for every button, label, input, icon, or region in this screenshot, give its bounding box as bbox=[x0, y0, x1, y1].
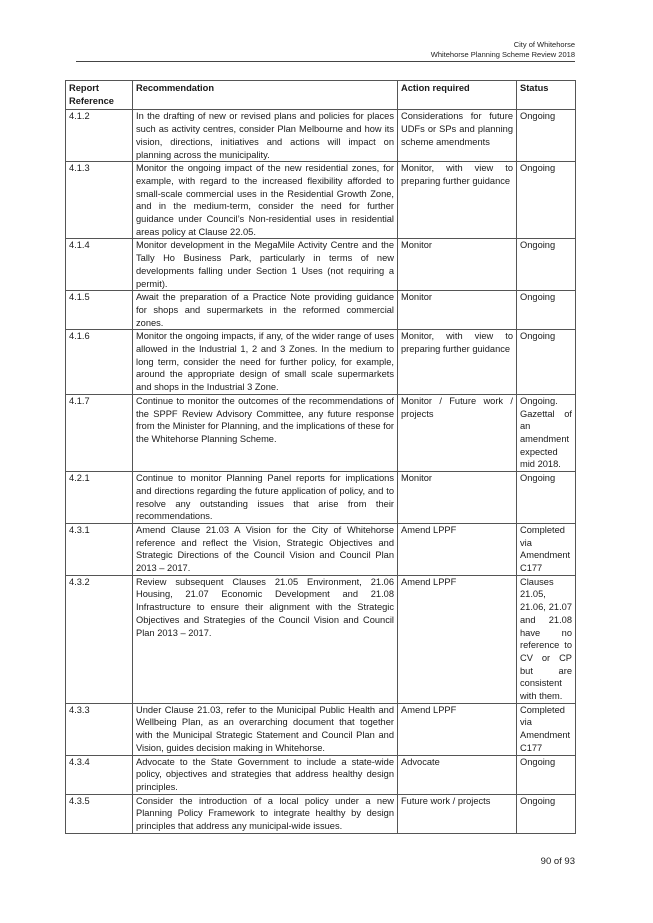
row-action: Monitor bbox=[398, 291, 517, 330]
row-recommendation: Consider the introduction of a local policy under a new Planning Policy Framework to integrate healthy by design principles that address any municipal-wide issues. bbox=[133, 794, 398, 833]
row-recommendation: Await the preparation of a Practice Note providing guidance for shops and supermarkets in the reformed commercial zones. bbox=[133, 291, 398, 330]
table-row bbox=[66, 110, 576, 162]
row-action: Considerations for future UDFs or SPs and planning scheme amendments bbox=[398, 110, 517, 162]
row-action: Advocate bbox=[398, 755, 517, 794]
row-action: Monitor bbox=[398, 239, 517, 291]
row-recommendation: Advocate to the State Government to include a state-wide policy, objectives and strategies that address healthy design principles. bbox=[133, 755, 398, 794]
row-status: Ongoing bbox=[517, 291, 576, 330]
page-header bbox=[431, 40, 575, 60]
table-row bbox=[66, 755, 576, 794]
table-row bbox=[66, 523, 576, 575]
row-recommendation: Continue to monitor the outcomes of the recommendations of the SPPF Review Advisory Committee, any future response from the Minister for Planning, and the implications of these for the Whitehorse Planning Scheme. bbox=[133, 394, 398, 471]
table-row bbox=[66, 330, 576, 395]
row-reference: 4.3.2 bbox=[66, 575, 133, 703]
table-row bbox=[66, 162, 576, 239]
table-row bbox=[66, 472, 576, 524]
table-row bbox=[66, 291, 576, 330]
row-reference: 4.1.7 bbox=[66, 394, 133, 471]
row-status: Ongoing bbox=[517, 472, 576, 524]
row-recommendation: Amend Clause 21.03 A Vision for the City of Whitehorse reference and reflect the Vision, Strategic Objectives and Strategic Directions of the Council Vision and Council Plan 2013 – 2017. bbox=[133, 523, 398, 575]
column-header-recommendation: Recommendation bbox=[133, 81, 398, 110]
row-status: Ongoing bbox=[517, 239, 576, 291]
row-action: Amend LPPF bbox=[398, 575, 517, 703]
row-status: Ongoing bbox=[517, 162, 576, 239]
row-action: Monitor, with view to preparing further guidance bbox=[398, 330, 517, 395]
row-reference: 4.2.1 bbox=[66, 472, 133, 524]
row-status: Ongoing. Gazettal of an amendment expected mid 2018. bbox=[517, 394, 576, 471]
recommendations-table bbox=[65, 80, 576, 834]
header-org: City of Whitehorse bbox=[513, 40, 575, 49]
row-status: Ongoing bbox=[517, 330, 576, 395]
row-recommendation: Monitor the ongoing impact of the new residential zones, for example, with regard to the increased flexibility afforded to small-scale commercial uses in the Residential Growth Zone, and in the medium-term, consider the need for further guidance under Council’s Non-residential uses in residential areas policy at Clause 22.05. bbox=[133, 162, 398, 239]
table-header-row bbox=[66, 81, 576, 110]
row-status: Ongoing bbox=[517, 794, 576, 833]
row-status: Clauses 21.05, 21.06, 21.07 and 21.08 have no reference to CV or CP but are consistent with them. bbox=[517, 575, 576, 703]
table-row bbox=[66, 394, 576, 471]
table-row bbox=[66, 703, 576, 755]
row-reference: 4.3.5 bbox=[66, 794, 133, 833]
row-action: Amend LPPF bbox=[398, 523, 517, 575]
row-recommendation: In the drafting of new or revised plans and policies for places such as activity centres, consider Plan Melbourne and how its vision, directions, initiatives and actions will impact on planning across the municipality. bbox=[133, 110, 398, 162]
row-action: Monitor, with view to preparing further guidance bbox=[398, 162, 517, 239]
row-recommendation: Monitor the ongoing impacts, if any, of the wider range of uses allowed in the Industrial 1, 2 and 3 Zones. In the medium to long term, consider the need for further policy, for example, around the appropriate design of small scale supermarkets and shops in the Industrial 3 Zone. bbox=[133, 330, 398, 395]
table-row bbox=[66, 575, 576, 703]
row-reference: 4.3.1 bbox=[66, 523, 133, 575]
row-action: Amend LPPF bbox=[398, 703, 517, 755]
row-status: Completed via Amendment C177 bbox=[517, 703, 576, 755]
row-reference: 4.1.3 bbox=[66, 162, 133, 239]
column-header-status: Status bbox=[517, 81, 576, 110]
row-recommendation: Review subsequent Clauses 21.05 Environment, 21.06 Housing, 21.07 Economic Development and 21.08 Infrastructure to ensure their alignment with the Strategic Objectives and Strategies of the Council Vision and Council Plan 2013 – 2017. bbox=[133, 575, 398, 703]
row-reference: 4.1.5 bbox=[66, 291, 133, 330]
row-recommendation: Under Clause 21.03, refer to the Municipal Public Health and Wellbeing Plan, as an overarching document that together with the Municipal Strategic Statement and Council Plan and Vision, guides decision making in Whitehorse. bbox=[133, 703, 398, 755]
row-action: Monitor / Future work / projects bbox=[398, 394, 517, 471]
header-doc-title: Whitehorse Planning Scheme Review 2018 bbox=[430, 50, 575, 59]
row-recommendation: Monitor development in the MegaMile Activity Centre and the Tally Ho Business Park, particularly in terms of new developments falling under Section 1 Uses (not requiring a permit). bbox=[133, 239, 398, 291]
row-status: Ongoing bbox=[517, 755, 576, 794]
row-action: Monitor bbox=[398, 472, 517, 524]
row-status: Ongoing bbox=[517, 110, 576, 162]
row-status: Completed via Amendment C177 bbox=[517, 523, 576, 575]
table-row bbox=[66, 794, 576, 833]
row-action: Future work / projects bbox=[398, 794, 517, 833]
row-reference: 4.1.4 bbox=[66, 239, 133, 291]
row-reference: 4.3.3 bbox=[66, 703, 133, 755]
table-row bbox=[66, 239, 576, 291]
column-header-report-reference: Report Reference bbox=[66, 81, 133, 110]
page-number: 90 of 93 bbox=[540, 856, 575, 867]
row-reference: 4.1.6 bbox=[66, 330, 133, 395]
header-divider bbox=[76, 61, 575, 62]
row-reference: 4.3.4 bbox=[66, 755, 133, 794]
column-header-action-required: Action required bbox=[398, 81, 517, 110]
row-reference: 4.1.2 bbox=[66, 110, 133, 162]
row-recommendation: Continue to monitor Planning Panel reports for implications and directions regarding the future application of policy, and to resolve any outstanding issues that arise from their recommendations. bbox=[133, 472, 398, 524]
